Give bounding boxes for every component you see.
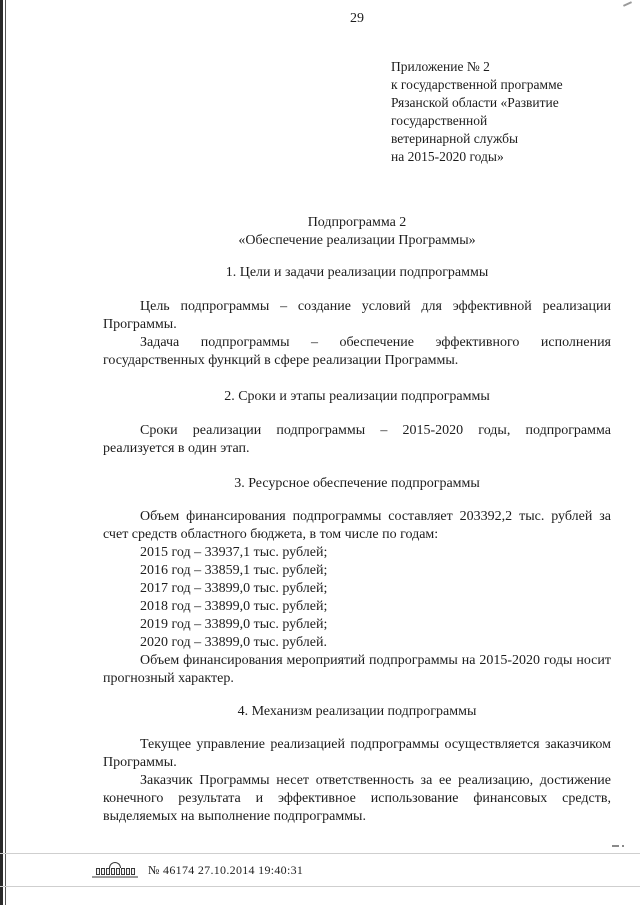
subprogram-title	[103, 214, 611, 250]
appendix-line: государственной	[391, 113, 488, 128]
funding-year-2017: 2017 год – 33899,0 тыс. рублей;	[140, 581, 328, 596]
government-stamp-icon	[92, 862, 138, 878]
appendix-line: на 2015-2020 годы»	[391, 149, 504, 164]
document-body	[103, 0, 611, 826]
funding-year-2020: 2020 год – 33899,0 тыс. рублей.	[140, 635, 327, 650]
section-3-paragraph-funding: Объем финансирования подпрограммы составляет 203392,2 тыс. рублей за счет средств областного бюджета, в том числе по годам:	[103, 509, 611, 542]
section-3-paragraph-forecast: Объем финансирования мероприятий подпрограммы на 2015-2020 годы носит прогнозный характер.	[103, 653, 611, 686]
section-1-heading: 1. Цели и задачи реализации подпрограммы	[225, 265, 489, 280]
section-4-paragraph-management: Текущее управление реализацией подпрограммы осуществляется заказчиком Программы.	[103, 737, 611, 770]
section-4-paragraph-responsibility: Заказчик Программы несет ответственность за ее реализацию, достижение конечного результата и эффективное использование финансовых средств, выделяемых на выполнение подпрограммы.	[103, 773, 611, 824]
appendix-line: Приложение № 2	[391, 59, 490, 74]
registration-number: № 46174 27.10.2014 19:40:31	[148, 863, 304, 877]
appendix-line: ветеринарной службы	[391, 131, 519, 146]
stamp-microtext	[92, 876, 138, 878]
subprogram-title-line1: Подпрограмма 2	[307, 215, 407, 230]
footer	[92, 858, 303, 882]
section-2-heading: 2. Сроки и этапы реализации подпрограммы	[224, 389, 490, 404]
funding-year-2018: 2018 год – 33899,0 тыс. рублей;	[140, 599, 328, 614]
appendix-line: Рязанской области «Развитие	[391, 95, 559, 110]
section-2-paragraph-terms: Сроки реализации подпрограммы – 2015-2020 годы, подпрограмма реализуется в один этап.	[103, 423, 611, 456]
page-number: 29	[350, 11, 364, 26]
footer-rule-top	[0, 853, 640, 854]
section-4-heading: 4. Механизм реализации подпрограммы	[237, 704, 477, 719]
section-1-paragraph-task: Задача подпрограммы – обеспечение эффективного исполнения государственных функций в сфере реализации Программы.	[103, 335, 611, 368]
footer-rule-bottom	[0, 886, 640, 887]
section-3-heading: 3. Ресурсное обеспечение подпрограммы	[234, 476, 480, 491]
subprogram-title-line2: «Обеспечение реализации Программы»	[238, 233, 476, 248]
funding-year-2019: 2019 год – 33899,0 тыс. рублей;	[140, 617, 328, 632]
scan-border-line-outer	[0, 0, 3, 905]
funding-year-2016: 2016 год – 33859,1 тыс. рублей;	[140, 563, 328, 578]
scan-artifact-bottom-right	[612, 845, 619, 847]
section-1-paragraph-goal: Цель подпрограммы – создание условий для эффективной реализации Программы.	[103, 299, 611, 332]
scan-border-line-inner	[5, 0, 6, 905]
appendix-line: к государственной программе	[391, 77, 563, 92]
stamp-boxes	[92, 868, 138, 875]
scan-artifact-top-right	[623, 1, 632, 7]
appendix-block	[391, 58, 613, 166]
funding-year-2015: 2015 год – 33937,1 тыс. рублей;	[140, 545, 328, 560]
